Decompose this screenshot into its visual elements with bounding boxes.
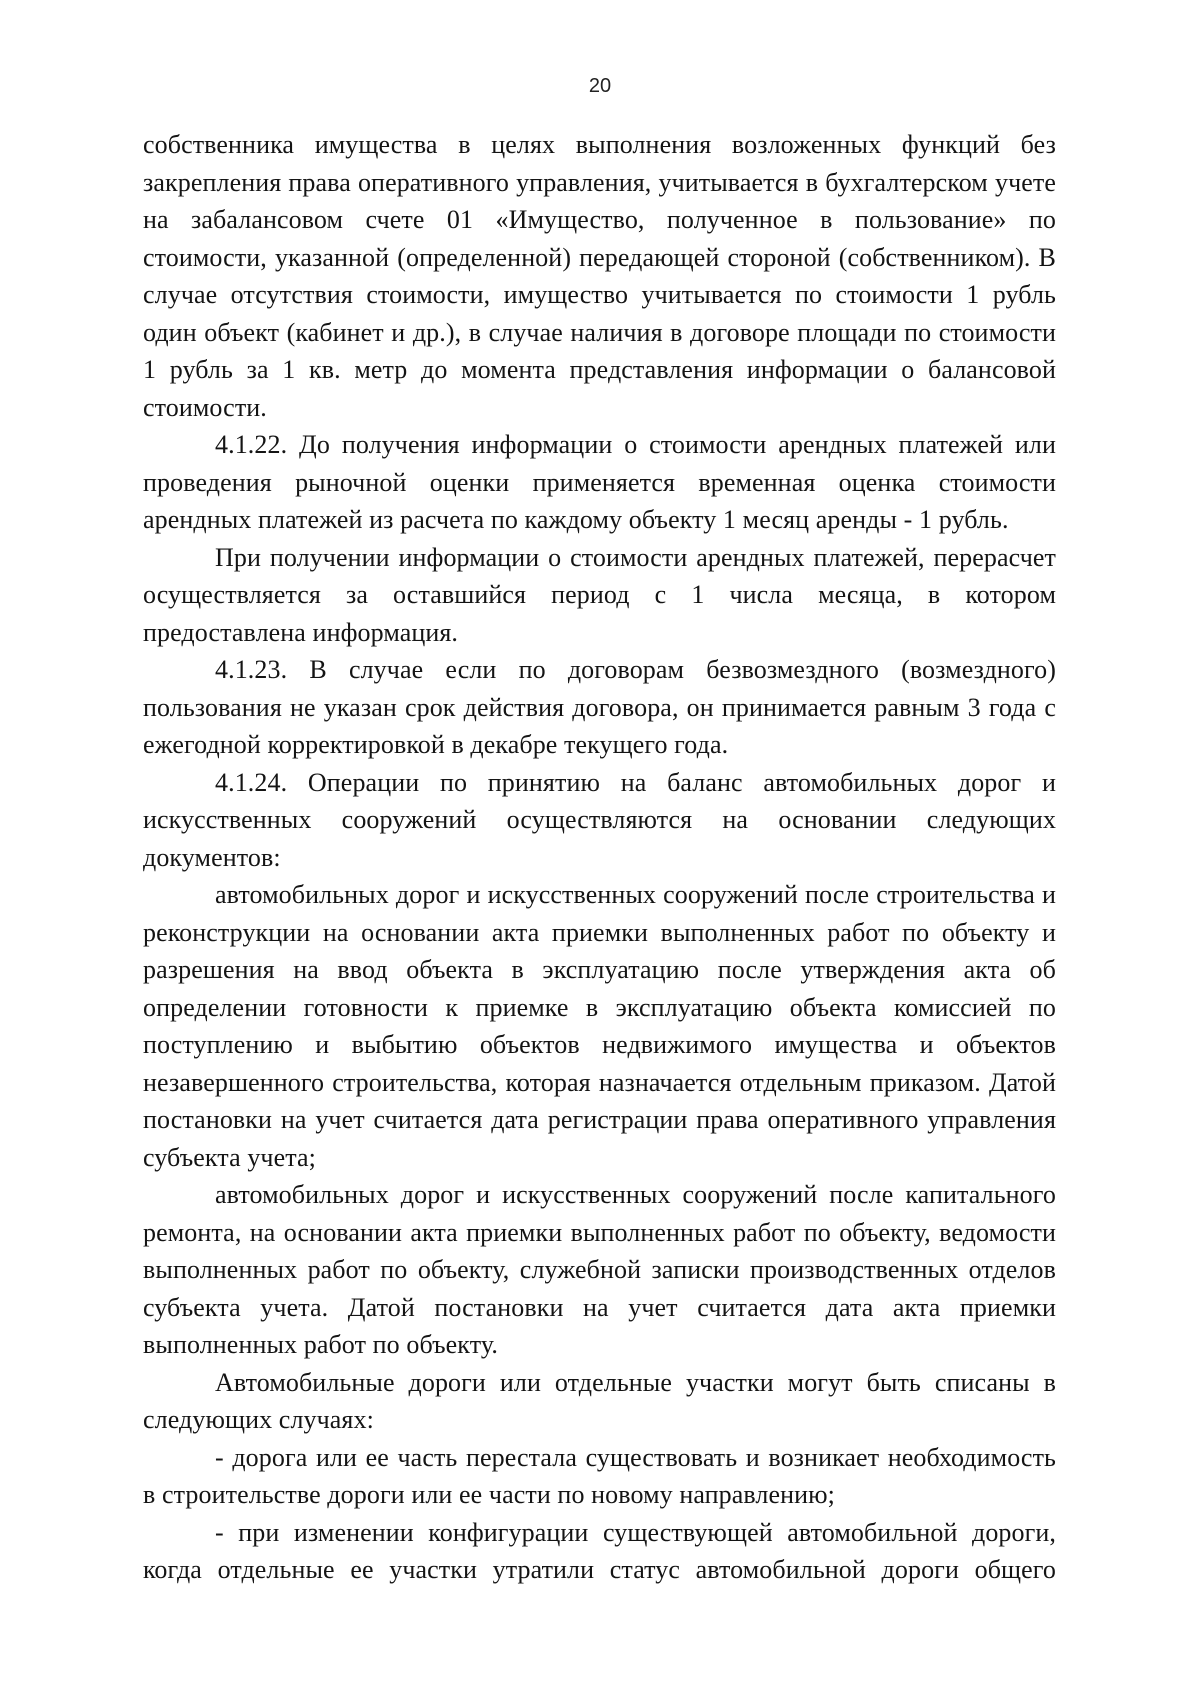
paragraph-construction: автомобильных дорог и искусственных сооружений после строительства и реконструкции на основании акта приемки выполненных работ по объекту и разрешения на ввод объекта в эксплуатацию после утверждения акта об определении готовности к приемке в эксплуатацию объекта комиссией по поступлению и выбытию объектов недвижимого имущества и объектов незавершенного строительства, которая назначается отдельным приказом. Датой постановки на учет считается дата регистрации права оперативного управления субъекта учета; bbox=[143, 880, 1056, 1172]
list-item-road-ceased: - дорога или ее часть перестала существовать и возникает необходимость в строительстве дороги или ее части по новому направлению; bbox=[143, 1442, 1056, 1509]
list-item-configuration-change: - при изменении конфигурации существующей автомобильной дороги, когда отдельные ее участки утратили статус автомобильной дороги общего bbox=[143, 1517, 1056, 1584]
document-body bbox=[143, 126, 1056, 1589]
paragraph-recalculation: При получении информации о стоимости арендных платежей, перерасчет осуществляется за оставшийся период с 1 числа месяца, в котором предоставлена информация. bbox=[143, 542, 1056, 647]
paragraph-write-off-cases: Автомобильные дороги или отдельные участки могут быть списаны в следующих случаях: bbox=[143, 1367, 1056, 1434]
paragraph-4-1-22: 4.1.22. До получения информации о стоимости арендных платежей или проведения рыночной оценки применяется временная оценка стоимости арендных платежей из расчета по каждому объекту 1 месяц аренды - 1 рубль. bbox=[143, 430, 1056, 534]
paragraph-4-1-23: 4.1.23. В случае если по договорам безвозмездного (возмездного) пользования не указан срок действия договора, он принимается равным 3 года с ежегодной корректировкой в декабре текущего года. bbox=[143, 655, 1056, 759]
paragraph-capital-repair: автомобильных дорог и искусственных сооружений после капитального ремонта, на основании акта приемки выполненных работ по объекту, ведомости выполненных работ по объекту, служебной записки производственных отделов субъекта учета. Датой постановки на учет считается дата акта приемки выполненных работ по объекту. bbox=[143, 1180, 1056, 1359]
page-number: 20 bbox=[588, 75, 612, 97]
paragraph-continuation: собственника имущества в целях выполнения возложенных функций без закрепления права оперативного управления, учитывается в бухгалтерском учете на забалансовом счете 01 «Имущество, полученное в пользование» по стоимости, указанной (определенной) передающей стороной (собственником). В случае отсутствия стоимости, имущество учитывается по стоимости 1 рубль один объект (кабинет и др.), в случае наличия в договоре площади по стоимости 1 рубль за 1 кв. метр до момента представления информации о балансовой стоимости. bbox=[143, 130, 1056, 422]
paragraph-4-1-24: 4.1.24. Операции по принятию на баланс автомобильных дорог и искусственных сооружений осуществляются на основании следующих документов: bbox=[143, 767, 1056, 872]
